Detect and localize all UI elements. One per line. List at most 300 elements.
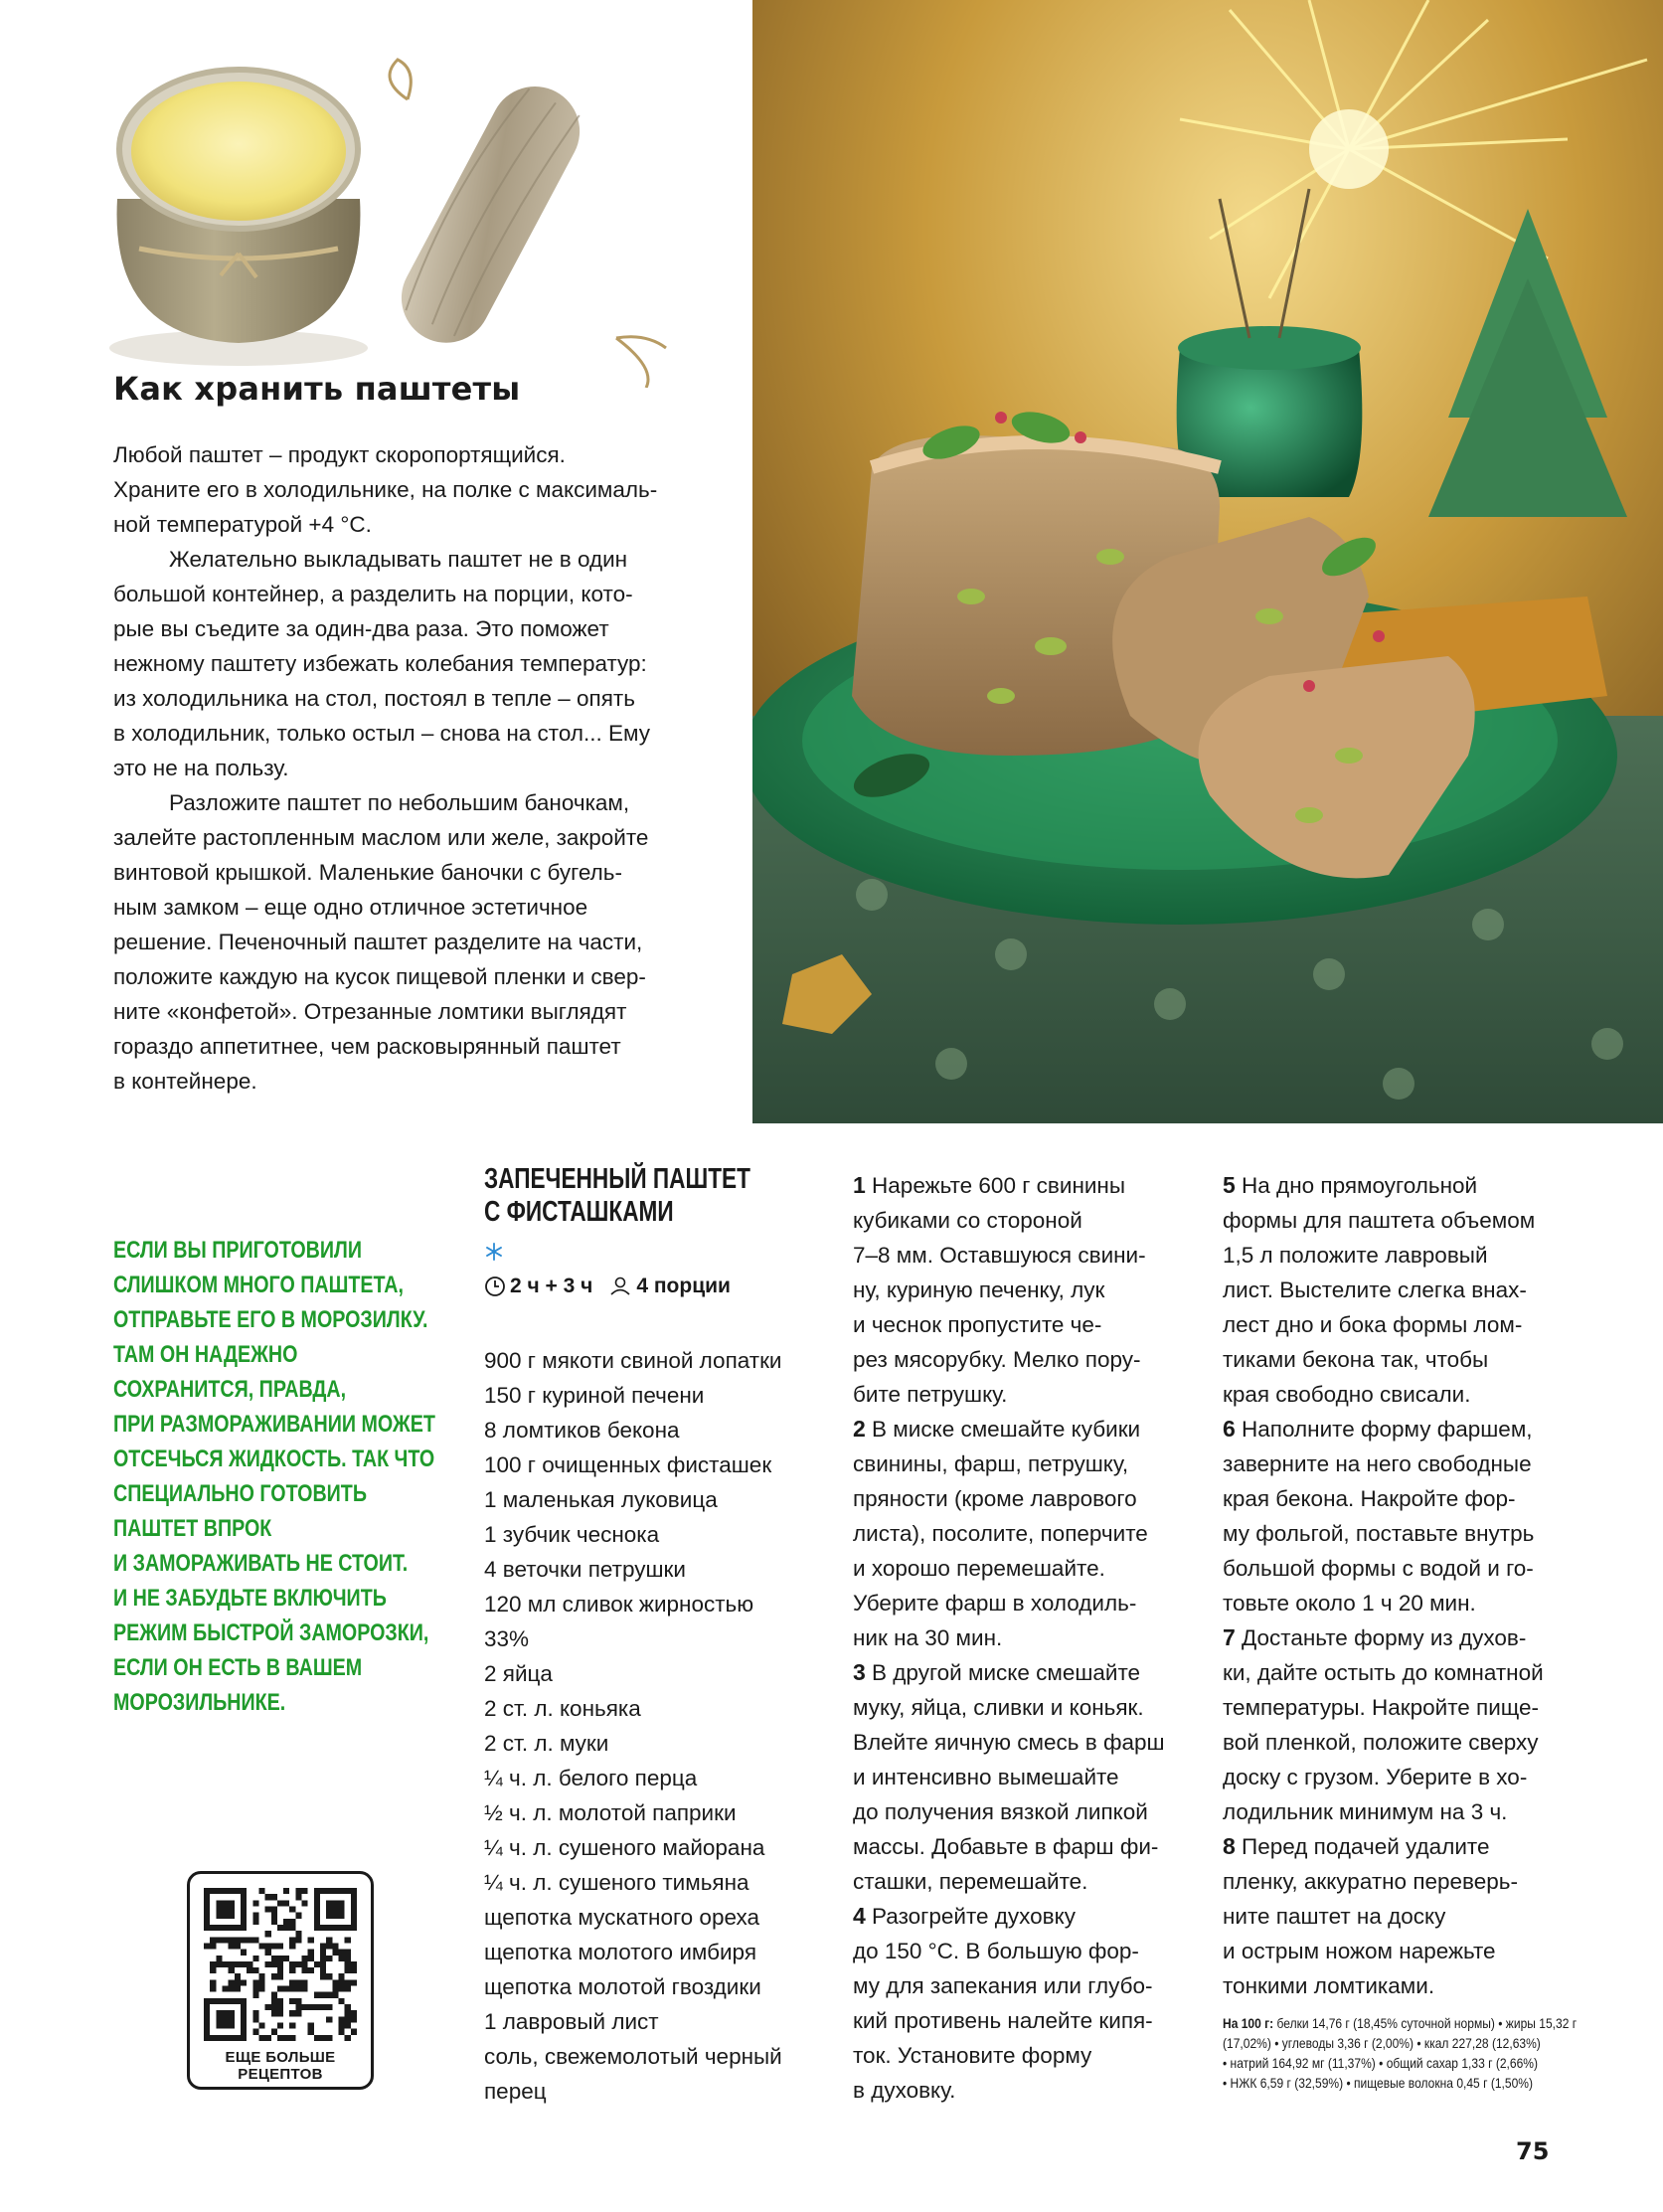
qr-module xyxy=(308,1967,314,1973)
text-line: Разложите паштет по небольшим баночкам, xyxy=(169,790,630,815)
qr-module xyxy=(320,1950,326,1956)
tip-line: ПРИ РАЗМОРАЖИВАНИИ МОЖЕТ xyxy=(113,1411,435,1438)
qr-module xyxy=(235,1973,241,1979)
step-line xyxy=(853,1586,1191,1620)
qr-module xyxy=(222,1986,228,1992)
qr-module xyxy=(258,2023,264,2029)
step-line xyxy=(1223,1899,1561,1934)
step-line xyxy=(853,2003,1191,2038)
step-text: листа), посолите, поперчите xyxy=(853,1521,1148,1546)
qr-module xyxy=(241,1937,247,1943)
qr-module xyxy=(229,1979,235,1985)
text-line: Желательно выкладывать паштет не в один xyxy=(169,547,628,572)
qr-module xyxy=(326,1973,332,1979)
text-line: ной температурой +4 °С. xyxy=(113,512,372,537)
qr-module xyxy=(289,1979,295,1985)
qr-module xyxy=(252,1992,258,1998)
text-line: рые вы съедите за один-два раза. Это поможет xyxy=(113,616,609,641)
qr-module xyxy=(295,1937,301,1943)
qr-module xyxy=(345,2023,351,2029)
qr-module xyxy=(345,1956,351,1961)
qr-module xyxy=(271,1943,277,1949)
freezer-tip xyxy=(113,1233,435,1720)
step-line xyxy=(1223,1620,1561,1655)
recipe-title xyxy=(484,1163,750,1229)
step-line xyxy=(853,1968,1191,2003)
ingredient-item: 1 лавровый лист xyxy=(484,2009,659,2034)
qr-module xyxy=(252,1967,258,1973)
step-text: В другой миске смешайте xyxy=(865,1660,1141,1685)
qr-module xyxy=(258,1986,264,1992)
qr-module xyxy=(289,1937,295,1943)
qr-module xyxy=(308,2004,314,2010)
step-line xyxy=(1223,1273,1561,1307)
nutrition-line: • НЖК 6,59 г (32,59%) • пищевые волокна 0,45 г (1,50%) xyxy=(1223,2075,1533,2091)
step-number: 3 xyxy=(853,1659,866,1685)
qr-module xyxy=(345,1967,351,1973)
qr-module xyxy=(222,1937,228,1943)
qr-module xyxy=(247,1967,252,1973)
qr-finder-module xyxy=(216,1900,234,1918)
step-text: 1,5 л положите лавровый xyxy=(1223,1243,1488,1268)
qr-module xyxy=(345,2035,351,2041)
cooking-time: 2 ч + 3 ч xyxy=(510,1275,593,1297)
qr-module xyxy=(339,2029,345,2035)
qr-module xyxy=(258,1973,264,1979)
ingredient-item: 1 маленькая луковица xyxy=(484,1487,718,1512)
qr-module xyxy=(339,1998,345,2004)
step-number: 7 xyxy=(1223,1624,1236,1650)
qr-module xyxy=(320,1967,326,1973)
qr-module xyxy=(229,1961,235,1967)
qr-module xyxy=(339,1979,345,1985)
qr-module xyxy=(277,1925,283,1931)
snowflake-icon xyxy=(485,1243,503,1261)
qr-module xyxy=(277,1967,283,1973)
step-text: Уберите фарш в холодиль- xyxy=(853,1591,1137,1616)
text-line: гораздо аппетитнее, чем расковырянный паштет xyxy=(113,1034,621,1059)
text-line: нежному паштету избежать колебания температур: xyxy=(113,651,647,676)
step-line xyxy=(853,1899,1191,1934)
tip-line: И ЗАМОРАЖИВАТЬ НЕ СТОИТ. xyxy=(113,1550,409,1577)
nutrition-label: На 100 г: xyxy=(1223,2015,1274,2031)
step-line xyxy=(853,1551,1191,1586)
step-text: Наполните форму фаршем, xyxy=(1235,1417,1533,1442)
ingredient-item: 2 ст. л. муки xyxy=(484,1731,609,1756)
step-line xyxy=(1223,1829,1561,1864)
qr-module xyxy=(295,1979,301,1985)
qr-module xyxy=(314,2035,320,2041)
qr-module xyxy=(252,1913,258,1919)
qr-module xyxy=(345,1961,351,1967)
qr-module xyxy=(332,1950,338,1956)
qr-module xyxy=(247,1961,252,1967)
qr-module xyxy=(314,1992,320,1998)
step-text: Влейте яичную смесь в фарш xyxy=(853,1730,1165,1755)
qr-module xyxy=(258,1979,264,1985)
nutrition-line xyxy=(1223,2013,1578,2033)
ingredient-item: перец xyxy=(484,2079,547,2104)
step-text: края свободно свисали. xyxy=(1223,1382,1471,1407)
qr-module xyxy=(295,1998,301,2004)
step-text: в духовку. xyxy=(853,2078,956,2103)
qr-module xyxy=(345,1979,351,1985)
qr-module xyxy=(308,2029,314,2035)
step-text: лест дно и бока формы лом- xyxy=(1223,1312,1523,1337)
step-text: сташки, перемешайте. xyxy=(853,1869,1088,1894)
tip-line: ОТПРАВЬТЕ ЕГО В МОРОЗИЛКУ. xyxy=(113,1306,428,1333)
qr-module xyxy=(265,1906,271,1912)
ingredient-item: ¼ ч. л. сушеного тимьяна xyxy=(484,1870,749,1895)
qr-module xyxy=(314,1961,320,1967)
step-line xyxy=(1223,1446,1561,1481)
step-text: и чеснок пропустите че- xyxy=(853,1312,1102,1337)
text-line: положите каждую на кусок пищевой пленки и свер- xyxy=(113,964,646,989)
qr-module xyxy=(345,2016,351,2022)
text-line: в холодильник, только остыл – снова на стол... Ему xyxy=(113,721,650,746)
ingredient-list xyxy=(484,1343,812,2109)
recipe-steps-column-2 xyxy=(1223,1168,1561,2003)
qr-module xyxy=(295,1931,301,1937)
qr-module xyxy=(271,1992,277,1998)
qr-module xyxy=(308,1956,314,1961)
qr-module xyxy=(339,1956,345,1961)
qr-module xyxy=(216,1961,222,1967)
step-line xyxy=(1223,1760,1561,1794)
qr-module xyxy=(289,1986,295,1992)
qr-module xyxy=(289,1925,295,1931)
qr-module xyxy=(289,1919,295,1925)
qr-caption xyxy=(190,2049,371,2083)
qr-module xyxy=(289,2010,295,2016)
step-line xyxy=(853,1864,1191,1899)
qr-module xyxy=(308,1937,314,1943)
qr-module xyxy=(332,1943,338,1949)
qr-module xyxy=(235,1943,241,1949)
step-line xyxy=(1223,1377,1561,1412)
step-text: и хорошо перемешайте. xyxy=(853,1556,1105,1581)
step-number: 5 xyxy=(1223,1172,1236,1198)
recipe-meta xyxy=(484,1275,731,1298)
step-number: 4 xyxy=(853,1903,866,1929)
qr-module xyxy=(271,2029,277,2035)
qr-module xyxy=(277,2023,283,2029)
qr-module xyxy=(283,1956,289,1961)
step-line xyxy=(853,1203,1191,1238)
step-text: ну, куриную печенку, лук xyxy=(853,1277,1105,1302)
qr-module xyxy=(302,2004,308,2010)
ingredient-item: 2 ст. л. коньяка xyxy=(484,1696,641,1721)
step-text: формы для паштета объемом xyxy=(1223,1208,1536,1233)
qr-module xyxy=(235,1937,241,1943)
ingredient-item: щепотка мускатного ореха xyxy=(484,1905,759,1930)
qr-module xyxy=(252,1937,258,1943)
text-line: залейте растопленным маслом или желе, закройте xyxy=(113,825,649,850)
text-line: винтовой крышкой. Маленькие баночки с бугель- xyxy=(113,860,622,885)
ingredient-item: 2 яйца xyxy=(484,1661,553,1686)
ingredient-item: щепотка молотого имбиря xyxy=(484,1940,756,1964)
ingredient-item: 150 г куриной печени xyxy=(484,1383,705,1408)
qr-module xyxy=(302,1888,308,1894)
step-line xyxy=(853,1481,1191,1516)
recipe-title-line: ЗАПЕЧЕННЫЙ ПАШТЕТ xyxy=(484,1163,750,1195)
qr-module xyxy=(252,1919,258,1925)
text-line: это не на пользу. xyxy=(113,756,289,780)
ingredient-item: 8 ломтиков бекона xyxy=(484,1418,680,1443)
step-line xyxy=(1223,1516,1561,1551)
qr-module xyxy=(345,2004,351,2010)
qr-module xyxy=(326,1943,332,1949)
qr-module xyxy=(320,1973,326,1979)
tip-line: ОТСЕЧЬСЯ ЖИДКОСТЬ. ТАК ЧТО xyxy=(113,1446,435,1472)
text-line: ните «конфетой». Отрезанные ломтики выглядят xyxy=(113,999,627,1024)
step-text: ки, дайте остыть до комнатной xyxy=(1223,1660,1544,1685)
qr-module xyxy=(314,2004,320,2010)
step-text: муку, яйца, сливки и коньяк. xyxy=(853,1695,1144,1720)
text-line: в контейнере. xyxy=(113,1069,257,1094)
pate-dish-photo xyxy=(752,0,1663,1123)
step-text: ните паштет на доску xyxy=(1223,1904,1446,1929)
qr-module xyxy=(339,2016,345,2022)
qr-module xyxy=(271,2010,277,2016)
qr-module xyxy=(326,1937,332,1943)
qr-module xyxy=(235,1979,241,1985)
tip-line: ТАМ ОН НАДЕЖНО xyxy=(113,1341,298,1368)
step-line xyxy=(853,1377,1191,1412)
ingredient-item: ¼ ч. л. белого перца xyxy=(484,1766,698,1790)
qr-module xyxy=(210,1979,216,1985)
qr-module xyxy=(265,1961,271,1967)
qr-module xyxy=(351,1967,357,1973)
qr-module xyxy=(258,2035,264,2041)
step-number: 8 xyxy=(1223,1833,1236,1859)
qr-module xyxy=(308,2023,314,2029)
qr-module xyxy=(332,1986,338,1992)
step-line xyxy=(853,1307,1191,1342)
qr-module xyxy=(222,1961,228,1967)
qr-code[interactable] xyxy=(204,1888,357,2041)
qr-module xyxy=(326,1992,332,1998)
step-number: 1 xyxy=(853,1172,866,1198)
qr-module xyxy=(345,1986,351,1992)
qr-module xyxy=(302,1961,308,1967)
qr-finder-module xyxy=(326,1900,344,1918)
step-line xyxy=(853,1446,1191,1481)
step-line xyxy=(853,1829,1191,1864)
ingredient-item: ¼ ч. л. сушеного майорана xyxy=(484,1835,765,1860)
step-text: Перед подачей удалите xyxy=(1235,1834,1490,1859)
qr-module xyxy=(258,1888,264,1894)
step-line xyxy=(1223,1203,1561,1238)
qr-module xyxy=(229,1986,235,1992)
step-line xyxy=(1223,1551,1561,1586)
qr-code-card[interactable] xyxy=(187,1871,374,2090)
step-text: свинины, фарш, петрушку, xyxy=(853,1451,1129,1476)
qr-module xyxy=(332,1979,338,1985)
qr-module xyxy=(229,1967,235,1973)
qr-module xyxy=(345,1937,351,1943)
qr-module xyxy=(277,1900,283,1906)
step-text: до получения вязкой липкой xyxy=(853,1799,1148,1824)
step-line xyxy=(853,1655,1191,1690)
step-text: лодильник минимум на 3 ч. xyxy=(1223,1799,1508,1824)
qr-module xyxy=(277,1998,283,2004)
step-text: бите петрушку. xyxy=(853,1382,1008,1407)
qr-module xyxy=(295,1986,301,1992)
text-line: Любой паштет – продукт скоропортящийся. xyxy=(113,442,566,467)
qr-module xyxy=(204,1943,210,1949)
step-line xyxy=(853,1168,1191,1203)
step-text: му фольгой, поставьте внутрь xyxy=(1223,1521,1535,1546)
step-text: Достаньте форму из духов- xyxy=(1235,1625,1527,1650)
step-text: края бекона. Накройте фор- xyxy=(1223,1486,1516,1511)
tip-line: ЕСЛИ ВЫ ПРИГОТОВИЛИ xyxy=(113,1237,362,1264)
qr-module xyxy=(271,2004,277,2010)
step-text: доску с грузом. Уберите в хо- xyxy=(1223,1765,1528,1789)
step-line xyxy=(1223,1725,1561,1760)
qr-module xyxy=(332,1992,338,1998)
step-line xyxy=(853,1516,1191,1551)
step-text: массы. Добавьте в фарш фи- xyxy=(853,1834,1159,1859)
qr-module xyxy=(351,1979,357,1985)
nutrition-line: • натрий 164,92 мг (11,37%) • общий сахар 1,33 г (2,66%) xyxy=(1223,2055,1539,2071)
qr-module xyxy=(295,1913,301,1919)
step-line xyxy=(853,1794,1191,1829)
step-text: му для запекания или глубо- xyxy=(853,1973,1153,1998)
step-line xyxy=(1223,1342,1561,1377)
step-text: ток. Установите форму xyxy=(853,2043,1092,2068)
qr-module xyxy=(241,1961,247,1967)
qr-module xyxy=(252,2029,258,2035)
qr-module xyxy=(229,1937,235,1943)
qr-module xyxy=(277,1973,283,1979)
step-line xyxy=(853,1620,1191,1655)
qr-module xyxy=(271,1998,277,2004)
qr-module xyxy=(252,1979,258,1985)
ingredient-item: 900 г мякоти свиной лопатки xyxy=(484,1348,782,1373)
step-text: пряности (кроме лаврового xyxy=(853,1486,1137,1511)
qr-module xyxy=(351,2010,357,2016)
qr-module xyxy=(252,1956,258,1961)
qr-module xyxy=(326,2004,332,2010)
recipe-title-line: С ФИСТАШКАМИ xyxy=(484,1196,674,1228)
step-line xyxy=(853,1412,1191,1446)
text-line: решение. Печеночный паштет разделите на части, xyxy=(113,930,643,954)
ingredient-item: щепотка молотой гвоздики xyxy=(484,1974,761,1999)
qr-module xyxy=(295,1961,301,1967)
ingredient-item: 100 г очищенных фисташек xyxy=(484,1452,772,1477)
step-line xyxy=(1223,1864,1561,1899)
qr-module xyxy=(235,1961,241,1967)
qr-module xyxy=(210,1986,216,1992)
step-text: ник на 30 мин. xyxy=(853,1625,1003,1650)
ingredient-item: ½ ч. л. молотой паприки xyxy=(484,1800,737,1825)
step-line xyxy=(1223,1794,1561,1829)
page-number: 75 xyxy=(1516,2137,1550,2165)
qr-module xyxy=(351,1961,357,1967)
qr-module xyxy=(271,1973,277,1979)
qr-module xyxy=(210,1967,216,1973)
step-text: Нарежьте 600 г свинины xyxy=(865,1173,1126,1198)
qr-module xyxy=(295,1894,301,1900)
step-line xyxy=(853,2038,1191,2073)
qr-module xyxy=(302,1900,308,1906)
qr-module xyxy=(277,1961,283,1967)
step-line xyxy=(1223,1238,1561,1273)
qr-caption-line: РЕЦЕПТОВ xyxy=(238,2066,323,2083)
text-line: из холодильника на стол, постоял в тепле – опять xyxy=(113,686,635,711)
step-line xyxy=(1223,1481,1561,1516)
step-line xyxy=(1223,1655,1561,1690)
qr-module xyxy=(229,1943,235,1949)
tip-line: СЛИШКОМ МНОГО ПАШТЕТА, xyxy=(113,1272,404,1298)
ingredient-item: 1 зубчик чеснока xyxy=(484,1522,660,1547)
storage-section-title: Как хранить паштеты xyxy=(113,370,521,408)
tip-line: И НЕ ЗАБУДЬТЕ ВКЛЮЧИТЬ xyxy=(113,1585,387,1612)
qr-module xyxy=(277,2035,283,2041)
qr-module xyxy=(289,1943,295,1949)
step-text: кий противень налейте кипя- xyxy=(853,2008,1153,2033)
qr-module xyxy=(271,1919,277,1925)
step-text: Разогрейте духовку xyxy=(865,1904,1076,1929)
qr-module xyxy=(277,1956,283,1961)
qr-module xyxy=(339,1986,345,1992)
step-text: пленку, аккуратно переверь- xyxy=(1223,1869,1518,1894)
step-line xyxy=(1223,1412,1561,1446)
step-number: 6 xyxy=(1223,1416,1236,1442)
qr-module xyxy=(302,1979,308,1985)
step-line xyxy=(1223,1690,1561,1725)
qr-module xyxy=(320,1961,326,1967)
step-text: и острым ножом нарежьте xyxy=(1223,1939,1496,1963)
qr-module xyxy=(277,1986,283,1992)
step-text: лист. Выстелите слегка внах- xyxy=(1223,1277,1527,1302)
qr-module xyxy=(283,1986,289,1992)
qr-module xyxy=(320,1992,326,1998)
tip-line: СПЕЦИАЛЬНО ГОТОВИТЬ xyxy=(113,1480,367,1507)
qr-module xyxy=(289,2023,295,2029)
qr-finder-module xyxy=(216,2010,234,2028)
storage-section-text xyxy=(113,437,710,1099)
step-line xyxy=(1223,1968,1561,2003)
qr-module xyxy=(271,1913,277,1919)
nutrition-line: (17,02%) • углеводы 3,36 г (2,00%) • ккал 227,28 (12,63%) xyxy=(1223,2035,1541,2051)
clock-icon xyxy=(484,1276,506,1297)
ingredient-item: 33% xyxy=(484,1626,530,1651)
qr-module xyxy=(320,1943,326,1949)
step-line xyxy=(853,1690,1191,1725)
qr-caption-line: ЕЩЕ БОЛЬШЕ xyxy=(225,2049,336,2066)
qr-module xyxy=(265,2004,271,2010)
ingredient-item: 4 веточки петрушки xyxy=(484,1557,686,1582)
qr-module xyxy=(265,1931,271,1937)
step-text: тонкими ломтиками. xyxy=(1223,1973,1435,1998)
step-line xyxy=(853,1273,1191,1307)
step-text: большой формы с водой и го- xyxy=(1223,1556,1534,1581)
step-text: На дно прямоугольной xyxy=(1235,1173,1478,1198)
qr-module xyxy=(252,2010,258,2016)
step-line xyxy=(1223,1307,1561,1342)
tip-line: РЕЖИМ БЫСТРОЙ ЗАМОРОЗКИ, xyxy=(113,1619,429,1646)
step-line xyxy=(853,1760,1191,1794)
qr-module xyxy=(302,1986,308,1992)
qr-module xyxy=(271,1961,277,1967)
qr-module xyxy=(295,2004,301,2010)
qr-module xyxy=(283,2035,289,2041)
qr-module xyxy=(235,1986,241,1992)
qr-module xyxy=(339,1950,345,1956)
servings-count: 4 порции xyxy=(636,1275,731,1297)
